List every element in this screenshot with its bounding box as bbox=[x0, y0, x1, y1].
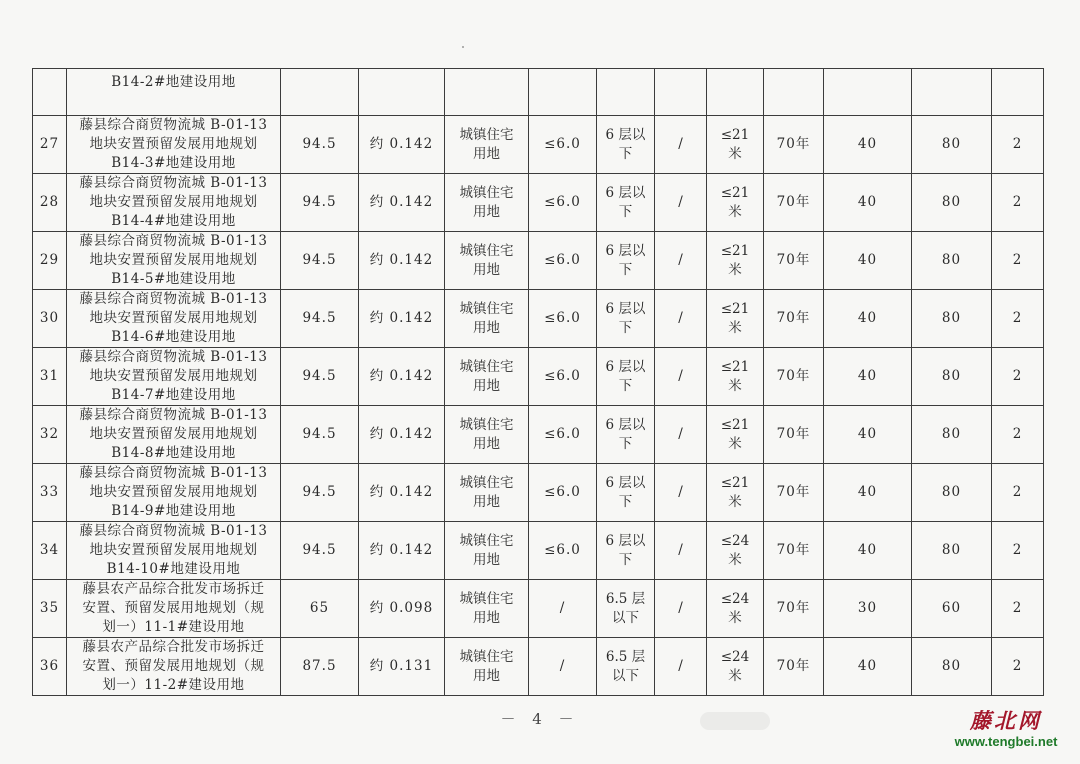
cell-line: 米 bbox=[728, 609, 742, 626]
term-cell: 70年 bbox=[764, 174, 824, 232]
floors-cell bbox=[597, 464, 655, 522]
row-number-cell: 35 bbox=[33, 580, 67, 638]
table-row bbox=[33, 174, 1044, 232]
cell-line: 用地 bbox=[473, 319, 500, 336]
cell-line: 城镇住宅 bbox=[459, 242, 514, 259]
parcel-name-cell bbox=[67, 464, 281, 522]
density-cell: / bbox=[655, 406, 707, 464]
parcel-name-line: 藤县综合商贸物流城 B-01-13 bbox=[79, 465, 268, 481]
area-cell: 65 bbox=[281, 580, 359, 638]
cell-line: 以下 bbox=[612, 609, 639, 626]
deposit-cell: 80 bbox=[912, 290, 992, 348]
parcel-name-line: 地块安置预留发展用地规划 bbox=[89, 194, 258, 210]
term-cell: 70年 bbox=[764, 522, 824, 580]
parcel-name-line: 划一）11-2#建设用地 bbox=[102, 677, 245, 693]
parcel-name-cell bbox=[67, 638, 281, 696]
cell-line: 米 bbox=[728, 551, 742, 568]
row-number-cell: 36 bbox=[33, 638, 67, 696]
price-cell: 40 bbox=[824, 116, 912, 174]
parcel-name-line: 藤县农产品综合批发市场拆迁 bbox=[82, 639, 265, 655]
deposit-cell: 80 bbox=[912, 232, 992, 290]
cell-line: 6 层以 bbox=[605, 300, 646, 317]
row-number-cell: 27 bbox=[33, 116, 67, 174]
term-cell: 70年 bbox=[764, 290, 824, 348]
empty-cell bbox=[992, 69, 1044, 116]
density-cell: / bbox=[655, 348, 707, 406]
plot-ratio-cell: / bbox=[529, 638, 597, 696]
parcel-name-cell bbox=[67, 406, 281, 464]
cell-line: ≤21 bbox=[720, 474, 750, 491]
area-cell: 94.5 bbox=[281, 232, 359, 290]
height-cell bbox=[707, 406, 764, 464]
table-row bbox=[33, 290, 1044, 348]
parcel-name-line: B14-9#地建设用地 bbox=[111, 503, 236, 519]
watermark-url: www.tengbei.net bbox=[954, 734, 1058, 749]
table-row bbox=[33, 464, 1044, 522]
parcel-name-line: 地块安置预留发展用地规划 bbox=[89, 542, 258, 558]
last-cell: 2 bbox=[992, 348, 1044, 406]
cell-line: 用地 bbox=[473, 261, 500, 278]
cell-line: ≤21 bbox=[720, 416, 750, 433]
parcel-name-line: B14-7#地建设用地 bbox=[111, 387, 236, 403]
density-cell: / bbox=[655, 580, 707, 638]
hectare-cell: 约 0.142 bbox=[359, 522, 445, 580]
row-number-cell: 32 bbox=[33, 406, 67, 464]
table-row bbox=[33, 522, 1044, 580]
hectare-cell: 约 0.142 bbox=[359, 290, 445, 348]
density-cell: / bbox=[655, 522, 707, 580]
density-cell: / bbox=[655, 464, 707, 522]
parcel-name-line: 藤县综合商贸物流城 B-01-13 bbox=[79, 291, 268, 307]
land-use-cell bbox=[445, 464, 529, 522]
height-cell bbox=[707, 464, 764, 522]
cell-line: 下 bbox=[618, 319, 633, 336]
cell-line: 城镇住宅 bbox=[459, 474, 514, 491]
parcel-name-line: 藤县综合商贸物流城 B-01-13 bbox=[79, 175, 268, 191]
price-cell: 40 bbox=[824, 464, 912, 522]
land-use-cell bbox=[445, 232, 529, 290]
land-use-cell bbox=[445, 522, 529, 580]
row-number-cell: 30 bbox=[33, 290, 67, 348]
density-cell: / bbox=[655, 290, 707, 348]
land-use-cell bbox=[445, 348, 529, 406]
floors-cell bbox=[597, 522, 655, 580]
cell-line: 城镇住宅 bbox=[459, 416, 514, 433]
hectare-cell: 约 0.142 bbox=[359, 174, 445, 232]
floors-cell bbox=[597, 406, 655, 464]
plot-ratio-cell: ≤6.0 bbox=[529, 290, 597, 348]
area-cell: 94.5 bbox=[281, 406, 359, 464]
cell-line: 米 bbox=[728, 203, 742, 220]
cell-line: 下 bbox=[618, 203, 633, 220]
last-cell: 2 bbox=[992, 580, 1044, 638]
deposit-cell: 80 bbox=[912, 348, 992, 406]
height-cell bbox=[707, 348, 764, 406]
deposit-cell: 80 bbox=[912, 406, 992, 464]
cell-line: ≤24 bbox=[720, 532, 750, 549]
empty-cell bbox=[359, 69, 445, 116]
last-cell: 2 bbox=[992, 464, 1044, 522]
cell-line: 米 bbox=[728, 667, 742, 684]
last-cell: 2 bbox=[992, 232, 1044, 290]
parcel-name-line: 藤县综合商贸物流城 B-01-13 bbox=[79, 407, 268, 423]
cell-line: 下 bbox=[618, 377, 633, 394]
floors-cell bbox=[597, 638, 655, 696]
parcel-name-cell bbox=[67, 232, 281, 290]
parcel-name-line: 安置、预留发展用地规划（规 bbox=[82, 658, 265, 674]
price-cell: 40 bbox=[824, 290, 912, 348]
height-cell bbox=[707, 174, 764, 232]
cell-line: 用地 bbox=[473, 667, 500, 684]
plot-ratio-cell: ≤6.0 bbox=[529, 232, 597, 290]
cell-line: ≤21 bbox=[720, 358, 750, 375]
empty-cell bbox=[764, 69, 824, 116]
land-use-cell bbox=[445, 406, 529, 464]
parcel-name-line: 藤县综合商贸物流城 B-01-13 bbox=[79, 523, 268, 539]
parcel-name-line: 藤县农产品综合批发市场拆迁 bbox=[82, 581, 265, 597]
hectare-cell: 约 0.098 bbox=[359, 580, 445, 638]
cell-line: 6 层以 bbox=[605, 532, 646, 549]
plot-ratio-cell: ≤6.0 bbox=[529, 464, 597, 522]
price-cell: 40 bbox=[824, 174, 912, 232]
term-cell: 70年 bbox=[764, 464, 824, 522]
plot-ratio-cell: ≤6.0 bbox=[529, 406, 597, 464]
floors-cell bbox=[597, 348, 655, 406]
height-cell bbox=[707, 290, 764, 348]
cell-line: ≤21 bbox=[720, 184, 750, 201]
floors-cell bbox=[597, 116, 655, 174]
cell-line: 米 bbox=[728, 493, 742, 510]
cell-line: 下 bbox=[618, 261, 633, 278]
empty-cell bbox=[281, 69, 359, 116]
parcel-name-line: 地块安置预留发展用地规划 bbox=[89, 368, 258, 384]
hectare-cell: 约 0.142 bbox=[359, 406, 445, 464]
hectare-cell: 约 0.142 bbox=[359, 348, 445, 406]
last-cell: 2 bbox=[992, 290, 1044, 348]
floors-cell bbox=[597, 232, 655, 290]
term-cell: 70年 bbox=[764, 116, 824, 174]
table-row bbox=[33, 638, 1044, 696]
parcel-name-line: 藤县综合商贸物流城 B-01-13 bbox=[79, 233, 268, 249]
term-cell: 70年 bbox=[764, 638, 824, 696]
empty-cell bbox=[445, 69, 529, 116]
term-cell: 70年 bbox=[764, 406, 824, 464]
plot-ratio-cell: ≤6.0 bbox=[529, 116, 597, 174]
parcel-name-line: 藤县综合商贸物流城 B-01-13 bbox=[79, 117, 268, 133]
cell-line: 米 bbox=[728, 261, 742, 278]
parcel-name-cell bbox=[67, 348, 281, 406]
last-cell: 2 bbox=[992, 638, 1044, 696]
table-row bbox=[33, 116, 1044, 174]
land-use-cell bbox=[445, 116, 529, 174]
cell-line: ≤21 bbox=[720, 242, 750, 259]
parcel-name-line: B14-8#地建设用地 bbox=[111, 445, 236, 461]
row-number-cell: 34 bbox=[33, 522, 67, 580]
last-cell: 2 bbox=[992, 174, 1044, 232]
land-use-cell bbox=[445, 174, 529, 232]
cell-line: 用地 bbox=[473, 493, 500, 510]
last-cell: 2 bbox=[992, 406, 1044, 464]
cell-line: 6 层以 bbox=[605, 184, 646, 201]
deposit-cell: 80 bbox=[912, 522, 992, 580]
floors-cell bbox=[597, 580, 655, 638]
page-number: － 4 － bbox=[500, 710, 580, 728]
empty-cell bbox=[529, 69, 597, 116]
row-number-cell: 33 bbox=[33, 464, 67, 522]
cell-line: 6.5 层 bbox=[605, 648, 646, 665]
site-watermark-logo bbox=[950, 708, 1062, 750]
scan-speck bbox=[462, 46, 464, 48]
deposit-cell: 80 bbox=[912, 464, 992, 522]
cell-line: 用地 bbox=[473, 377, 500, 394]
parcel-name-line: 地块安置预留发展用地规划 bbox=[89, 484, 258, 500]
cell-line: 米 bbox=[728, 435, 742, 452]
density-cell: / bbox=[655, 174, 707, 232]
floors-cell bbox=[597, 290, 655, 348]
cell-line: 下 bbox=[618, 145, 633, 162]
density-cell: / bbox=[655, 116, 707, 174]
price-cell: 40 bbox=[824, 638, 912, 696]
deposit-cell: 80 bbox=[912, 638, 992, 696]
hectare-cell: 约 0.142 bbox=[359, 232, 445, 290]
term-cell: 70年 bbox=[764, 348, 824, 406]
table-row bbox=[33, 69, 1044, 116]
height-cell bbox=[707, 638, 764, 696]
empty-cell bbox=[655, 69, 707, 116]
hectare-cell: 约 0.142 bbox=[359, 116, 445, 174]
cell-line: 6 层以 bbox=[605, 358, 646, 375]
cell-line: 城镇住宅 bbox=[459, 126, 514, 143]
cell-line: 城镇住宅 bbox=[459, 590, 514, 607]
parcel-name-line: 划一）11-1#建设用地 bbox=[102, 619, 245, 635]
cell-line: 用地 bbox=[473, 145, 500, 162]
cell-line: 米 bbox=[728, 377, 742, 394]
hectare-cell: 约 0.142 bbox=[359, 464, 445, 522]
parcel-name-line: 安置、预留发展用地规划（规 bbox=[82, 600, 265, 616]
height-cell bbox=[707, 580, 764, 638]
row-number-cell: 31 bbox=[33, 348, 67, 406]
cell-line: 用地 bbox=[473, 203, 500, 220]
cell-line: 城镇住宅 bbox=[459, 358, 514, 375]
cell-line: 城镇住宅 bbox=[459, 300, 514, 317]
cell-line: ≤24 bbox=[720, 648, 750, 665]
cell-line: 用地 bbox=[473, 435, 500, 452]
empty-cell bbox=[824, 69, 912, 116]
price-cell: 40 bbox=[824, 348, 912, 406]
land-parcel-table bbox=[32, 68, 1044, 696]
price-cell: 40 bbox=[824, 406, 912, 464]
cell-line: 6.5 层 bbox=[605, 590, 646, 607]
last-cell: 2 bbox=[992, 116, 1044, 174]
cell-line: 城镇住宅 bbox=[459, 184, 514, 201]
parcel-name-line: 地块安置预留发展用地规划 bbox=[89, 136, 258, 152]
parcel-name-line: 地块安置预留发展用地规划 bbox=[89, 426, 258, 442]
cell-line: 米 bbox=[728, 319, 742, 336]
parcel-name-cell bbox=[67, 174, 281, 232]
watermark-title: 藤北网 bbox=[970, 708, 1042, 733]
plot-ratio-cell: ≤6.0 bbox=[529, 522, 597, 580]
cell-line: 6 层以 bbox=[605, 242, 646, 259]
cell-line: 下 bbox=[618, 493, 633, 510]
area-cell: 94.5 bbox=[281, 522, 359, 580]
parcel-name-line: 地块安置预留发展用地规划 bbox=[89, 310, 258, 326]
parcel-name-line: 地块安置预留发展用地规划 bbox=[89, 252, 258, 268]
parcel-name-cell bbox=[67, 116, 281, 174]
table-row bbox=[33, 232, 1044, 290]
parcel-name-line: 藤县综合商贸物流城 B-01-13 bbox=[79, 349, 268, 365]
term-cell: 70年 bbox=[764, 580, 824, 638]
price-cell: 30 bbox=[824, 580, 912, 638]
cell-line: 城镇住宅 bbox=[459, 532, 514, 549]
cell-line: ≤21 bbox=[720, 300, 750, 317]
parcel-name-cell bbox=[67, 522, 281, 580]
hectare-cell: 约 0.131 bbox=[359, 638, 445, 696]
height-cell bbox=[707, 232, 764, 290]
area-cell: 94.5 bbox=[281, 348, 359, 406]
parcel-name-line: B14-4#地建设用地 bbox=[111, 213, 236, 229]
land-use-cell bbox=[445, 638, 529, 696]
area-cell: 94.5 bbox=[281, 116, 359, 174]
height-cell bbox=[707, 116, 764, 174]
area-cell: 87.5 bbox=[281, 638, 359, 696]
height-cell bbox=[707, 522, 764, 580]
cell-line: 6 层以 bbox=[605, 416, 646, 433]
cell-line: 用地 bbox=[473, 609, 500, 626]
table-row bbox=[33, 348, 1044, 406]
price-cell: 40 bbox=[824, 522, 912, 580]
parcel-name-line: B14-5#地建设用地 bbox=[111, 271, 236, 287]
cell-line: 下 bbox=[618, 435, 633, 452]
cell-line: ≤21 bbox=[720, 126, 750, 143]
land-use-cell bbox=[445, 580, 529, 638]
parcel-name-line: B14-10#地建设用地 bbox=[106, 561, 241, 577]
cell-line: 6 层以 bbox=[605, 474, 646, 491]
term-cell: 70年 bbox=[764, 232, 824, 290]
parcel-name-cell bbox=[67, 580, 281, 638]
floors-cell bbox=[597, 174, 655, 232]
cell-line: 城镇住宅 bbox=[459, 648, 514, 665]
row-number-cell bbox=[33, 69, 67, 116]
cell-line: 用地 bbox=[473, 551, 500, 568]
table-row bbox=[33, 580, 1044, 638]
parcel-name-line: B14-3#地建设用地 bbox=[111, 155, 236, 171]
density-cell: / bbox=[655, 232, 707, 290]
parcel-name-line: B14-6#地建设用地 bbox=[111, 329, 236, 345]
land-use-cell bbox=[445, 290, 529, 348]
deposit-cell: 60 bbox=[912, 580, 992, 638]
table-row bbox=[33, 406, 1044, 464]
row-number-cell: 28 bbox=[33, 174, 67, 232]
deposit-cell: 80 bbox=[912, 116, 992, 174]
parcel-name-cell bbox=[67, 69, 281, 116]
empty-cell bbox=[597, 69, 655, 116]
area-cell: 94.5 bbox=[281, 464, 359, 522]
last-cell: 2 bbox=[992, 522, 1044, 580]
price-cell: 40 bbox=[824, 232, 912, 290]
plot-ratio-cell: ≤6.0 bbox=[529, 174, 597, 232]
row-number-cell: 29 bbox=[33, 232, 67, 290]
cell-line: 以下 bbox=[612, 667, 639, 684]
plot-ratio-cell: / bbox=[529, 580, 597, 638]
density-cell: / bbox=[655, 638, 707, 696]
cell-line: ≤24 bbox=[720, 590, 750, 607]
cell-line: 下 bbox=[618, 551, 633, 568]
parcel-name-cell bbox=[67, 290, 281, 348]
area-cell: 94.5 bbox=[281, 290, 359, 348]
cell-line: 6 层以 bbox=[605, 126, 646, 143]
empty-cell bbox=[912, 69, 992, 116]
empty-cell bbox=[707, 69, 764, 116]
parcel-name-line: B14-2#地建设用地 bbox=[111, 74, 236, 90]
area-cell: 94.5 bbox=[281, 174, 359, 232]
deposit-cell: 80 bbox=[912, 174, 992, 232]
cell-line: 米 bbox=[728, 145, 742, 162]
plot-ratio-cell: ≤6.0 bbox=[529, 348, 597, 406]
